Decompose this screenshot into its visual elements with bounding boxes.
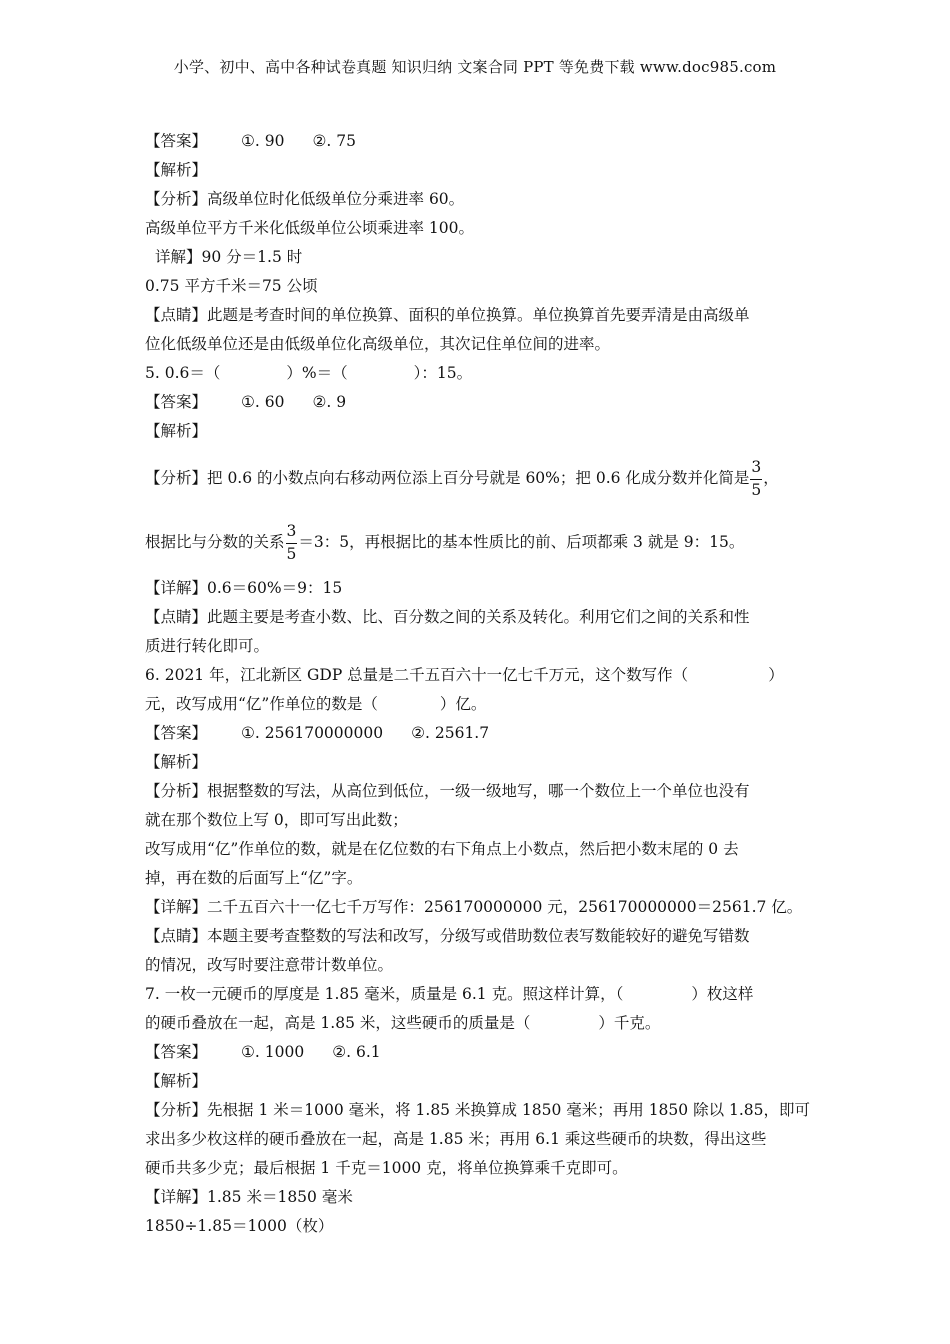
- detail-line: 1850÷1.85＝1000（枚）: [145, 1217, 334, 1235]
- analysis-heading: 【解析】: [145, 422, 208, 440]
- tip-line: [145, 301, 810, 330]
- analysis-heading: 【解析】: [145, 753, 208, 771]
- answer-2: ②. 2561.7: [411, 724, 490, 742]
- tip-label: 【点睛】: [145, 608, 208, 626]
- analysis-line: 根据比与分数的关系 $\frac{3}{5}$ ＝3：5，再根据比的基本性质比的前、后项都乘 3 就是 9：15。: [145, 522, 745, 563]
- answer-label: 【答案】: [145, 1043, 208, 1061]
- detail-text: 0.6＝60%＝9：15: [207, 579, 343, 597]
- analysis-line: 掉，再在数的后面写上“亿”字。: [145, 869, 363, 887]
- fraction-denominator: 5: [751, 480, 762, 499]
- answer-1: ①. 256170000000: [241, 724, 384, 742]
- analysis-line: 硬币共多少克；最后根据 1 千克＝1000 克，将单位换算乘千克即可。: [145, 1159, 628, 1177]
- analysis-line: 高级单位平方千米化低级单位公顷乘进率 100。: [145, 219, 475, 237]
- tip-line: 质进行转化即可。: [145, 637, 270, 655]
- analysis-label: 【分析】: [145, 782, 208, 800]
- tip-line: 位化低级单位还是由低级单位化高级单位，其次记住单位间的进率。: [145, 335, 611, 353]
- question-7-cont: 的硬币叠放在一起，高是 1.85 米，这些硬币的质量是（ ）千克。: [145, 1014, 661, 1032]
- analysis-text: 高级单位时化低级单位分乘进率 60。: [207, 190, 465, 208]
- analysis-label: 【分析】: [145, 469, 208, 487]
- question-7: 7. 一枚一元硬币的厚度是 1.85 毫米，质量是 6.1 克。照这样计算，（ ）枚这样: [145, 985, 754, 1003]
- fraction-denominator: 5: [286, 544, 297, 563]
- analysis-line: 就在那个数位上写 0，即可写出此数；: [145, 811, 408, 829]
- analysis-heading: 【解析】: [145, 1072, 208, 1090]
- answer-label: 【答案】: [145, 132, 208, 150]
- detail-label: 【详解】: [145, 1188, 208, 1206]
- answer-label: 【答案】: [145, 724, 208, 742]
- tip-label: 【点睛】: [145, 927, 208, 945]
- answer-line: [145, 388, 810, 417]
- analysis-label: 【分析】: [145, 1101, 208, 1119]
- tip-text: 此题主要是考查小数、比、百分数之间的关系及转化。利用它们之间的关系和性: [207, 608, 750, 626]
- analysis-text: 先根据 1 米＝1000 毫米，将 1.85 米换算成 1850 毫米；再用 1850 除以 1.85，即可: [207, 1101, 811, 1119]
- fraction-numerator: 3: [286, 524, 298, 544]
- detail-line: [145, 893, 810, 922]
- analysis-heading: 【解析】: [145, 161, 208, 179]
- analysis-line: 改写成用“亿”作单位的数，就是在亿位数的右下角点上小数点，然后把小数末尾的 0 去: [145, 840, 739, 858]
- analysis-line: [145, 1096, 810, 1125]
- answer-line: [145, 719, 810, 748]
- answer-1: ①. 1000: [241, 1043, 305, 1061]
- detail-line: 0.75 平方千米＝75 公顷: [145, 277, 318, 295]
- analysis-text: 把 0.6 的小数点向右移动两位添上百分号就是 60%；把 0.6 化成分数并化简是: [207, 469, 750, 487]
- document-body: [145, 127, 810, 1241]
- detail-text: 1.85 米＝1850 毫米: [207, 1188, 353, 1206]
- answer-2: ②. 6.1: [332, 1043, 381, 1061]
- analysis-line: 求出多少枚这样的硬币叠放在一起，高是 1.85 米；再用 6.1 乘这些硬币的块数，得出这些: [145, 1130, 767, 1148]
- answer-1: ①. 60: [241, 393, 285, 411]
- answer-2: ②. 9: [312, 393, 347, 411]
- question-6: 6. 2021 年，江北新区 GDP 总量是二千五百六十一亿七千万元，这个数写作（ ）: [145, 666, 784, 684]
- analysis-line: [145, 185, 810, 214]
- tip-line: 的情况，改写时要注意带计数单位。: [145, 956, 394, 974]
- answer-label: 【答案】: [145, 393, 208, 411]
- tip-line: [145, 922, 810, 951]
- tip-line: [145, 603, 810, 632]
- detail-line: [145, 1183, 810, 1212]
- analysis-text: 根据整数的写法，从高位到低位，一级一级地写，哪一个数位上一个单位也没有: [207, 782, 750, 800]
- analysis-line: 【分析】把 0.6 的小数点向右移动两位添上百分号就是 60%；把 0.6 化成分数并化简是 $\frac{3}{5}$ ，: [145, 458, 779, 499]
- detail-line: [145, 574, 810, 603]
- fraction-numerator: 3: [750, 460, 762, 480]
- question-5: 5. 0.6＝（ ）%＝（ ）：15。: [145, 364, 473, 382]
- tip-text: 本题主要考查整数的写法和改写，分级写或借助数位表写数能较好的避免写错数: [207, 927, 750, 945]
- answer-line: [145, 1038, 810, 1067]
- detail-line: 详解】90 分＝1.5 时: [155, 248, 303, 266]
- fraction: [286, 524, 298, 562]
- tip-text: 此题是考查时间的单位换算、面积的单位换算。单位换算首先要弄清是由高级单: [207, 306, 750, 324]
- detail-text: 二千五百六十一亿七千万写作：256170000000 元，256170000000＝2561.7 亿。: [207, 898, 803, 916]
- analysis-label: 【分析】: [145, 190, 208, 208]
- fraction: [750, 460, 762, 498]
- answer-2: ②. 75: [312, 132, 356, 150]
- analysis-line: [145, 777, 810, 806]
- answer-line: [145, 127, 810, 156]
- tip-label: 【点睛】: [145, 306, 208, 324]
- question-6-cont: 元，改写成用“亿”作单位的数是（ ）亿。: [145, 695, 487, 713]
- page-header: 小学、初中、高中各种试卷真题 知识归纳 文案合同 PPT 等免费下载 www.doc985.com: [173, 58, 777, 76]
- detail-label: 【详解】: [145, 579, 208, 597]
- answer-1: ①. 90: [241, 132, 285, 150]
- detail-label: 【详解】: [145, 898, 208, 916]
